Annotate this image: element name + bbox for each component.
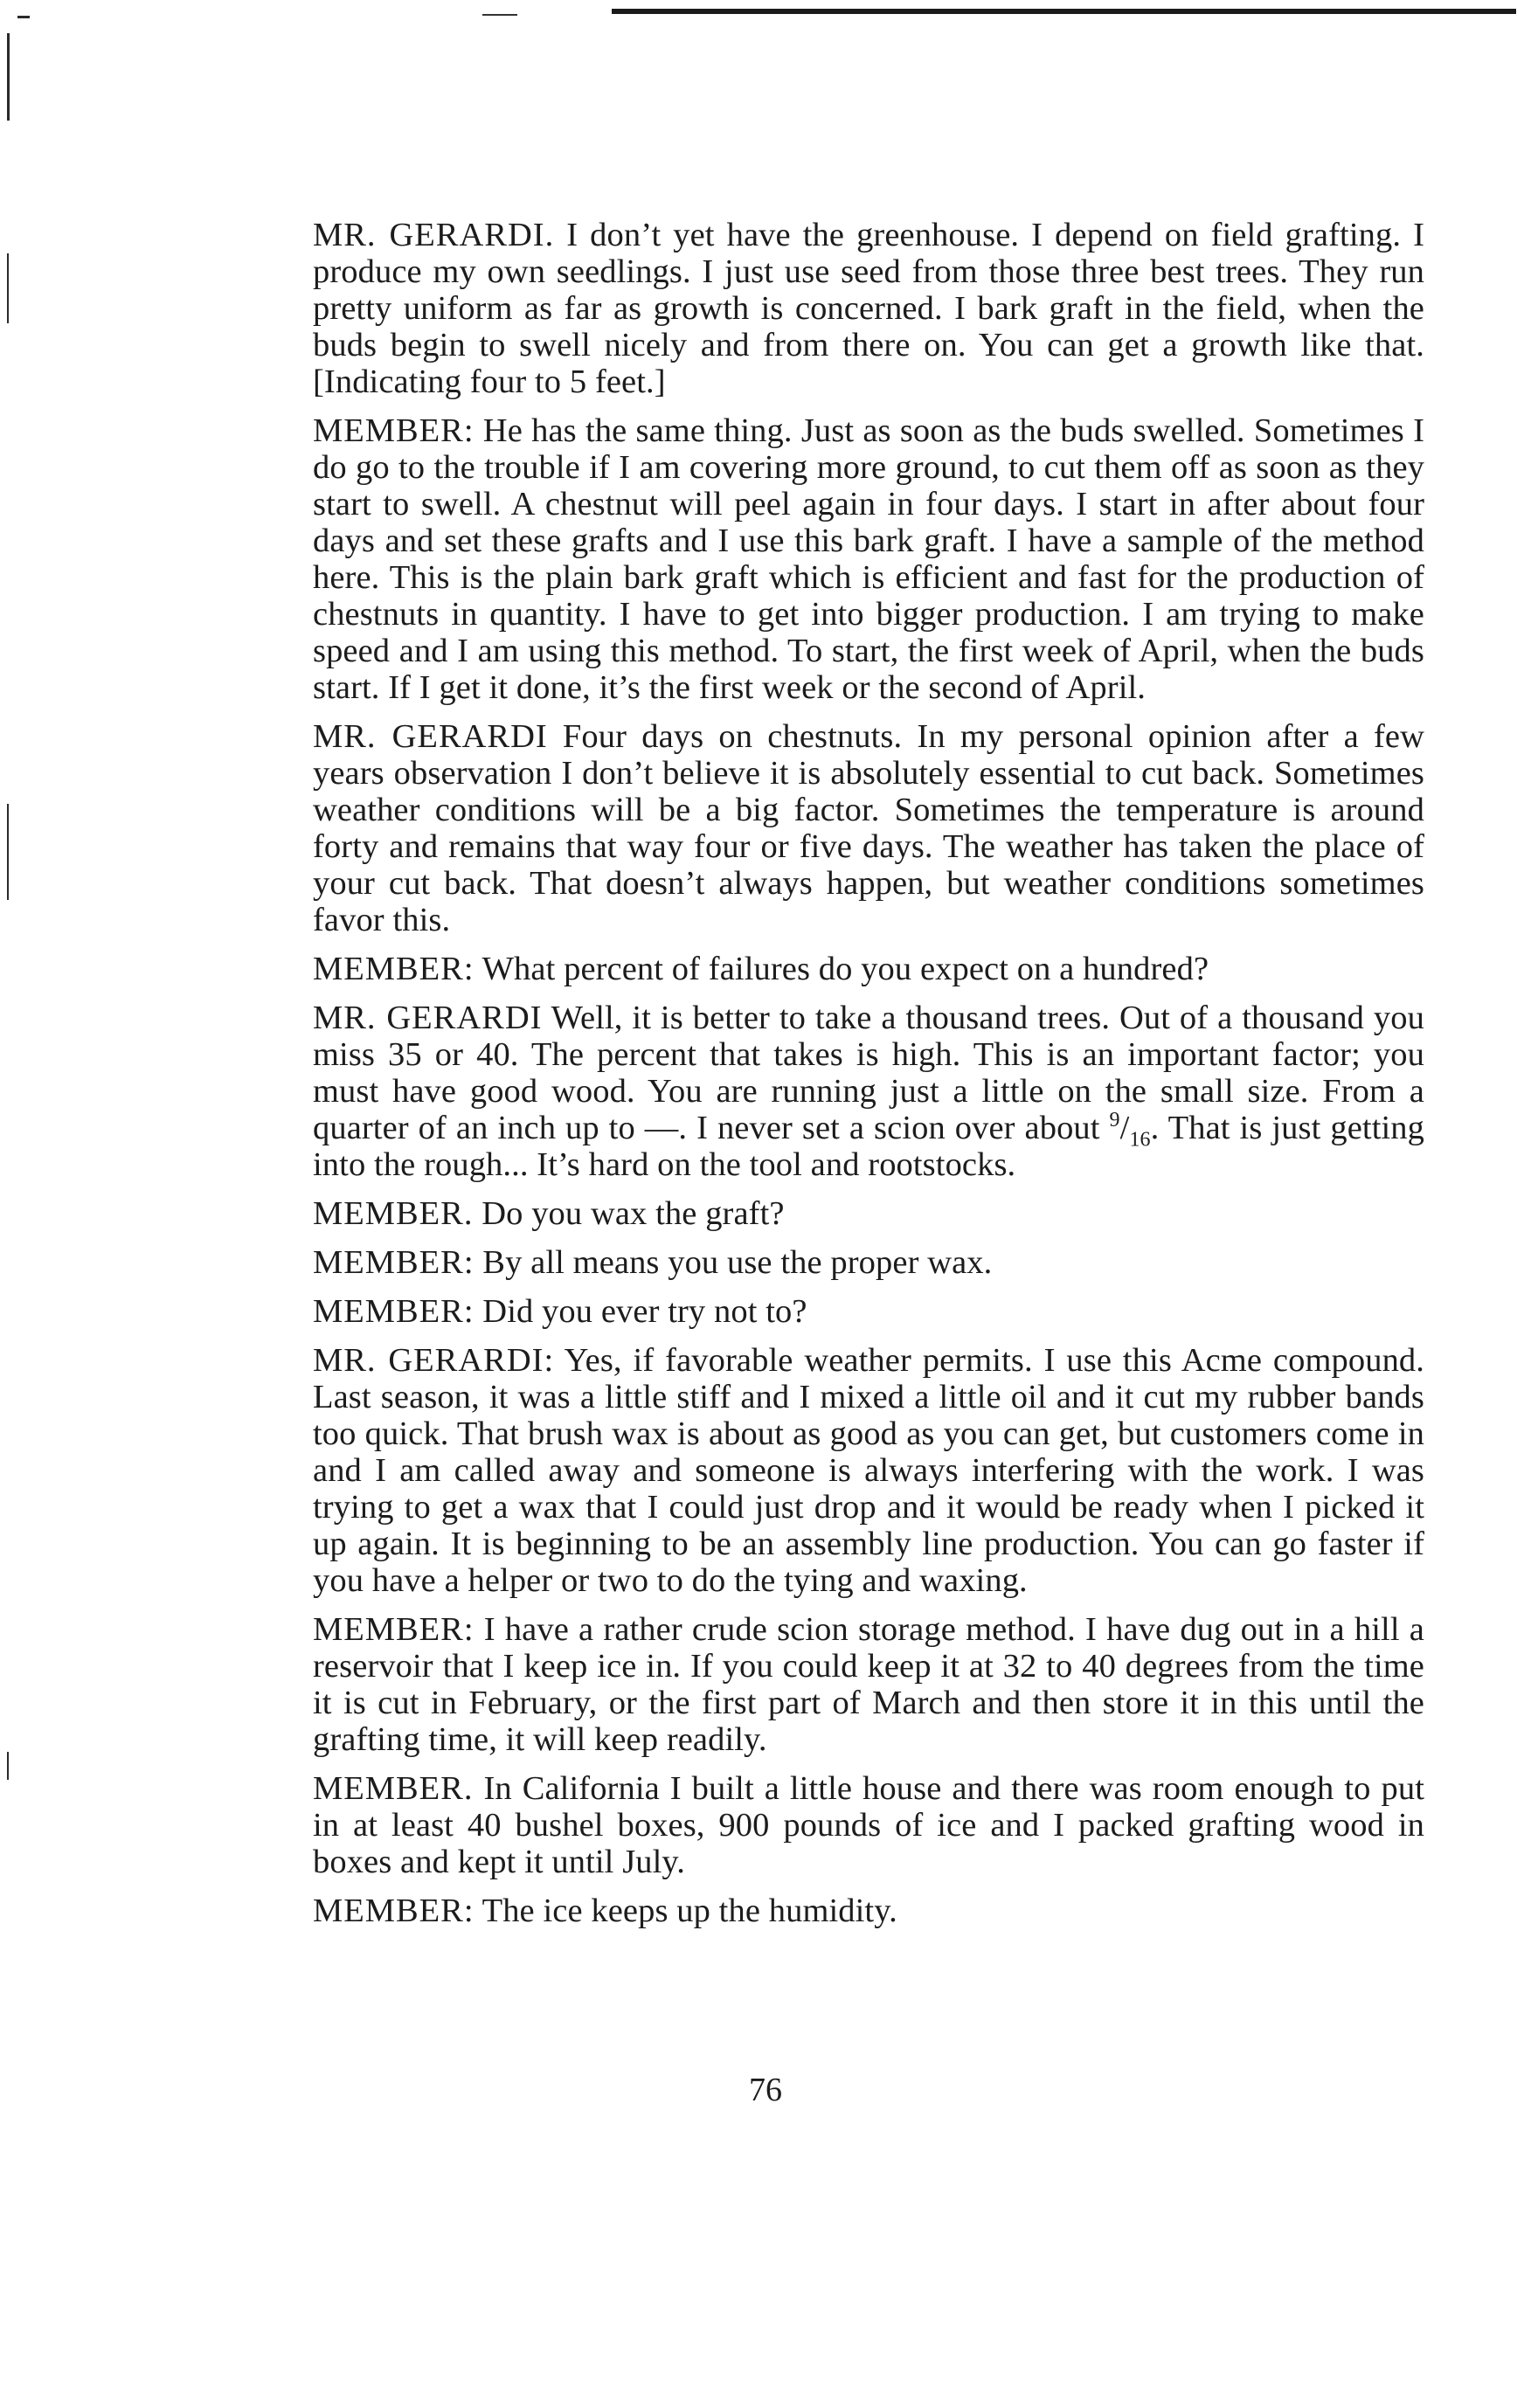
paragraph-text: I don’t yet have the greenhouse. I depend on field grafting. I produce my own seedlings. I just use seed from those three best trees. They run pretty uniform as far as growth is concerned. I bark graft in the field, when the buds begin to swell nicely and from there on. You can get a growth like that. [Indicating four to 5 feet.] bbox=[313, 217, 1424, 400]
speaker-label: MEMBER. bbox=[313, 1770, 474, 1807]
dialogue-paragraph bbox=[313, 718, 1424, 938]
speaker-label: MEMBER. bbox=[313, 1195, 474, 1232]
paragraph-text: I have a rather crude scion storage method. I have dug out in a hill a reservoir that I keep ice in. If you could keep it at 32 to 40 degrees from the time it is cut in February, or the first part of March and then store it in this until the grafting time, it will keep readily. bbox=[313, 1611, 1424, 1758]
speaker-label: MEMBER: bbox=[313, 1611, 475, 1648]
scan-edge-mark bbox=[17, 16, 30, 18]
paragraph-text: By all means you use the proper wax. bbox=[474, 1244, 993, 1281]
page-number: 76 bbox=[749, 2072, 782, 2108]
speaker-label: MR. GERARDI. bbox=[313, 217, 555, 253]
scan-edge-mark bbox=[7, 1752, 9, 1780]
dialogue-paragraph bbox=[313, 1770, 1424, 1880]
dialogue-paragraph bbox=[313, 1293, 1424, 1330]
page-body bbox=[313, 217, 1424, 1941]
speaker-label: MR. GERARDI bbox=[313, 718, 548, 755]
scan-edge-mark bbox=[7, 253, 9, 323]
fraction-denominator: 16 bbox=[1129, 1128, 1151, 1152]
paragraph-text: Yes, if favorable weather permits. I use this Acme compound. Last season, it was a little stiff and I mixed a little oil and it cut my rubber bands too quick. That brush wax is about as good as you can get, but customers come in and I am called away and someone is always interfering with the work. I was trying to get a wax that I could just drop and it would be ready when I picked it up again. It is beginning to be an assembly line production. You can go faster if you have a helper or two to do the tying and waxing. bbox=[313, 1342, 1424, 1599]
dialogue-paragraph: MR. GERARDI Well, it is better to take a thousand trees. Out of a thousand you miss 35 or 40. The percent that takes is high. This is an important factor; you must have good wood. You are running just a little on the small size. From a quarter of an inch up to —. I never set a scion over about $^9/_{16}$. That is just getting into the rough... It’s hard on the tool and rootstocks. bbox=[313, 1000, 1424, 1183]
top-rule-short bbox=[482, 14, 517, 16]
speaker-label: MEMBER: bbox=[313, 412, 475, 449]
dialogue-paragraph bbox=[313, 951, 1424, 987]
dialogue-paragraph bbox=[313, 1342, 1424, 1599]
speaker-label: MR. GERARDI bbox=[313, 1000, 543, 1036]
paragraph-text: . That is just getting into the rough... It’s hard on the tool and rootstocks. bbox=[313, 1110, 1424, 1183]
scan-edge-mark bbox=[7, 33, 10, 121]
speaker-label: MEMBER: bbox=[313, 951, 475, 987]
dialogue-paragraph bbox=[313, 1611, 1424, 1758]
fraction-numerator: 9 bbox=[1109, 1109, 1120, 1132]
speaker-label: MEMBER: bbox=[313, 1244, 475, 1281]
dialogue-paragraph bbox=[313, 1195, 1424, 1232]
paragraph-text: He has the same thing. Just as soon as the buds swelled. Sometimes I do go to the trouble if I am covering more ground, to cut them off as soon as they start to swell. A chestnut will peel again in four days. I start in after about four days and set these grafts and I use this bark graft. I have a sample of the method here. This is the plain bark graft which is efficient and fast for the production of chestnuts in quantity. I have to get into bigger production. I am trying to make speed and I am using this method. To start, the first week of April, when the buds start. If I get it done, it’s the first week or the second of April. bbox=[313, 412, 1424, 706]
paragraph-text: Did you ever try not to? bbox=[474, 1293, 807, 1330]
top-rule bbox=[612, 9, 1516, 14]
dialogue-paragraph bbox=[313, 217, 1424, 400]
dialogue-paragraph bbox=[313, 1892, 1424, 1929]
paragraph-text: The ice keeps up the humidity. bbox=[474, 1892, 897, 1929]
paragraph-text: Well, it is better to take a thousand trees. Out of a thousand you miss 35 or 40. The percent that takes is high. This is an important factor; you must have good wood. You are running just a little on the small size. From a quarter of an inch up to —. I never set a scion over about bbox=[313, 1000, 1424, 1146]
paragraph-text: Four days on chestnuts. In my personal opinion after a few years observation I don’t believe it is absolutely essential to cut back. Sometimes weather conditions will be a big factor. Sometimes the temperature is around forty and remains that way four or five days. The weather has taken the place of your cut back. That doesn’t always happen, but weather conditions sometimes favor this. bbox=[313, 718, 1424, 938]
dialogue-paragraph bbox=[313, 1244, 1424, 1281]
speaker-label: MEMBER: bbox=[313, 1892, 475, 1929]
paragraph-text: Do you wax the graft? bbox=[473, 1195, 785, 1232]
dialogue-paragraph bbox=[313, 412, 1424, 706]
speaker-label: MR. GERARDI: bbox=[313, 1342, 555, 1379]
scan-edge-mark bbox=[7, 804, 9, 900]
paragraph-text: In California I built a little house and there was room enough to put in at least 40 bushel boxes, 900 pounds of ice and I packed grafting wood in boxes and kept it until July. bbox=[313, 1770, 1424, 1880]
speaker-label: MEMBER: bbox=[313, 1293, 475, 1330]
paragraph-text: What percent of failures do you expect on a hundred? bbox=[474, 951, 1209, 987]
